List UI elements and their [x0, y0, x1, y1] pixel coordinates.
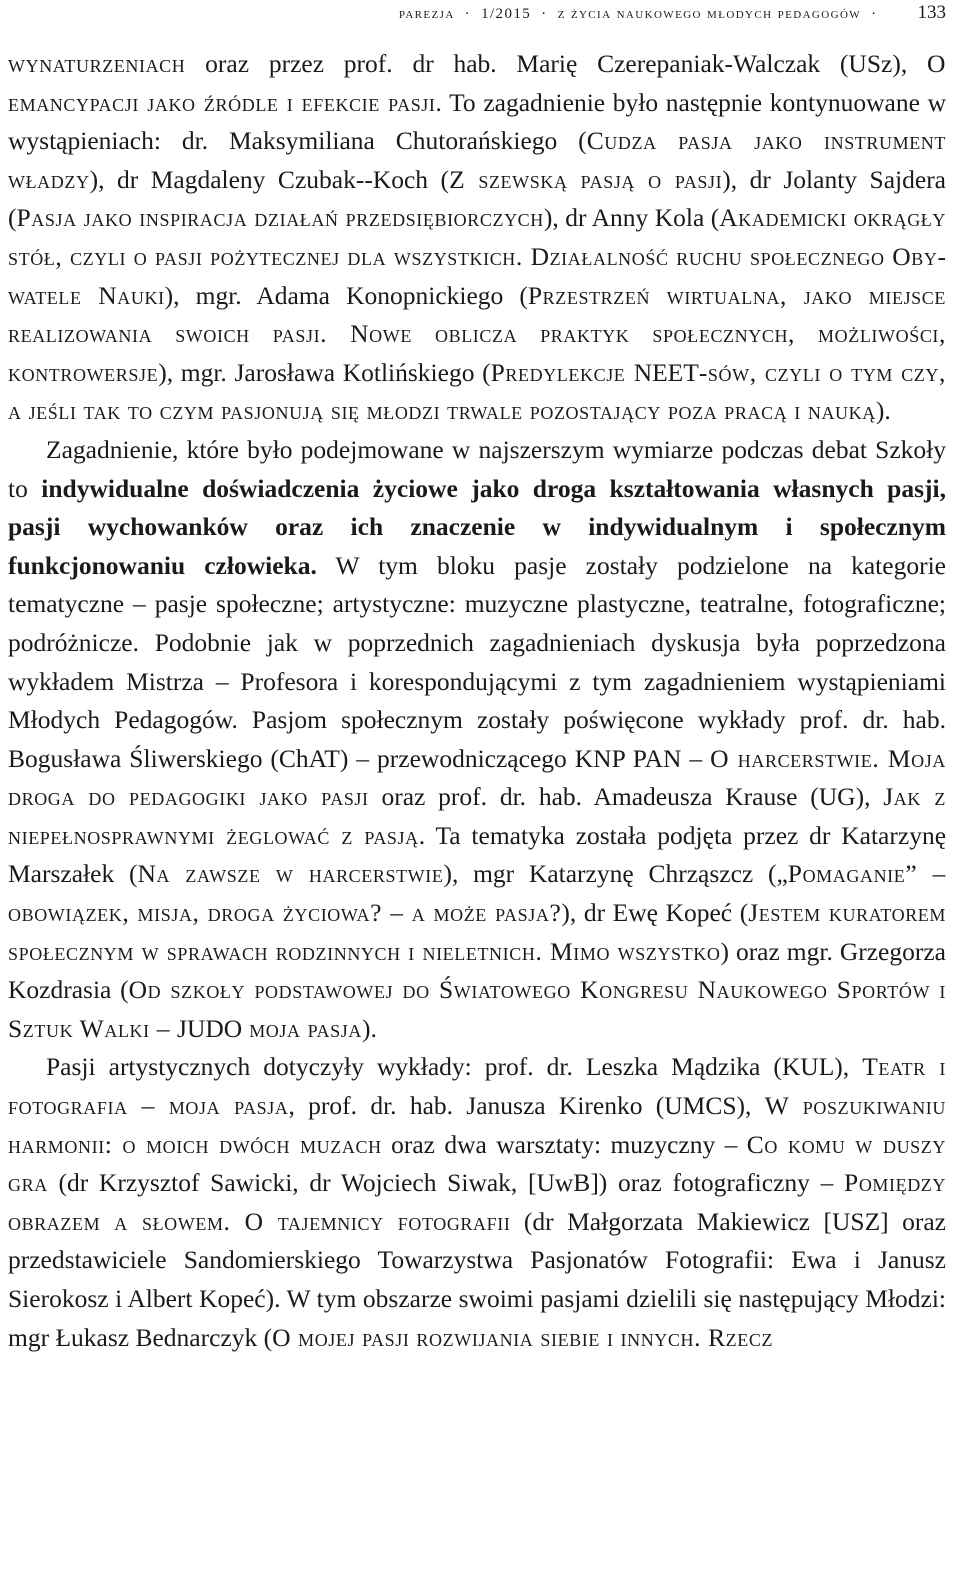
- title-run: O harcerstwie. Moja droga do pedagogiki jako pasji: [8, 743, 946, 812]
- text-run: ), dr Magdaleny Czubak--Koch (: [89, 164, 450, 194]
- text-run: ).: [875, 396, 891, 426]
- header-separator: ·: [464, 6, 472, 22]
- title-run: Co komu w duszy gra: [8, 1129, 946, 1198]
- text-run: ), dr Jolanty Sajdera (: [8, 164, 947, 233]
- title-run: moja pasja: [242, 1013, 362, 1043]
- header-separator: ·: [871, 6, 878, 22]
- text-run: Zagadnienie, które było podejmowane w najszerszym wymiarze podczas debat Szkoły to: [8, 434, 946, 503]
- text-run: ).: [361, 1013, 377, 1043]
- paragraph: [8, 431, 946, 1049]
- text-run: ), dr Ewę Kopeć (: [561, 898, 749, 928]
- text-run: W tym bloku pasje zostały podzielone na kategorie tematyczne – pasje społeczne; artystyczne: muzyczne plastyczne, teatralne, fotograficzne; podróżnicze. Podobnie jak w poprzednich zagadnieniach dyskusja była poprzedzona wykładem Mistrza – Profesora i korespondującymi z tym zagadnieniem wystąpieniami Młodych Pedagogów. Pasjom społecznym zostały poświęcone wykłady prof. dr. hab. Bogusława Śliwerskiego (ChAT) – przewodniczącego KNP PAN –: [8, 550, 946, 773]
- title-run: Cudza pasja jako instrument władzy: [8, 126, 946, 194]
- text-run: , prof. dr. hab. Janusza Kirenko (UMCS),: [288, 1091, 765, 1121]
- title-run: O mojej pasji rozwijania siebie i innych. Rzecz: [272, 1322, 774, 1352]
- title-run: Z szewską pasją o pasji: [449, 164, 723, 194]
- text-run: ) oraz mgr. Grzegorza Kozdrasia (: [8, 936, 946, 1005]
- text-run: oraz przez prof. dr hab. Marię Czerepaniak-Walczak (USz),: [185, 49, 927, 78]
- title-run: Akademicki okrągły stół, czyli o pasji pożytecznej dla wszystkich. Działalność ruchu społecznego Obywatele Nauki: [8, 203, 946, 310]
- paragraph: [8, 1048, 946, 1357]
- text-run: oraz prof. dr. hab. Amadeusza Krause (UG),: [368, 782, 884, 812]
- title-run: Teatr i fotografia – moja pasja: [8, 1052, 946, 1121]
- issue-number: 1/2015: [481, 6, 532, 22]
- text-run: ), mgr. Adama Konopnickiego (: [164, 280, 528, 310]
- title-run: -sów, czyli o tym czy, a jeśli tak to czym pasjonują się młodzi trwale pozostający poza pracą i nauką: [8, 357, 946, 426]
- text-run: (dr Krzysztof Sawicki, dr Wojciech Siwak, [UwB]) oraz fotograficzny –: [47, 1168, 845, 1198]
- title-run: Od szkoły podstawowej do Światowego Kongresu Naukowego Sportów i Sztuk Walki –: [8, 975, 946, 1043]
- title-run: Przestrzeń wirtualna, jako miejsce realizowania swoich pasji. Nowe oblicza praktyk społecznych, możliwości, kontrowersje: [8, 280, 946, 387]
- title-run: W poszukiwaniu harmonii: o moich dwóch muzach: [8, 1091, 946, 1159]
- title-run: Pasja jako inspiracja działań przedsiębiorczych: [16, 203, 544, 233]
- title-run: Jestem kuratorem społecznym w sprawach rodzinnych i nieletnich. Mimo wszystko: [8, 898, 946, 966]
- text-run: ), mgr Katarzynę Chrząszcz („: [443, 859, 788, 889]
- title-run: Predylekcje: [490, 357, 634, 387]
- text-run: JUDO: [177, 1013, 243, 1043]
- text-run: NEET: [633, 357, 699, 387]
- paragraph: [8, 45, 946, 431]
- title-run: Na zawsze w harcerstwie: [137, 859, 444, 889]
- title-run: Pomiędzy obrazem a słowem. O tajemnicy fotografii: [8, 1168, 946, 1236]
- text-run: ), dr Anny Kola (: [543, 203, 720, 233]
- text-run: ), mgr. Jarosława Kotlińskiego (: [158, 357, 491, 387]
- title-run: Pomaganie” – obowiązek, misja, droga życiowa? – a może pasja?: [8, 859, 946, 928]
- page-number: 133: [917, 2, 946, 23]
- section-title: z życia naukowego młodych pedagogów: [557, 6, 862, 22]
- header-separator: ·: [541, 6, 548, 22]
- text-run: . Ta tematyka została podjęta przez dr Katarzynę Marszałek (: [8, 820, 947, 889]
- emphasis-run: indywidualne doświadczenia życiowe jako droga kształtowania własnych pasji, pasji wychowanków oraz ich znaczenie w indywidualnym i społecznym funkcjonowaniu człowieka.: [8, 473, 946, 580]
- text-run: Pasji artystycznych dotyczyły wykłady: prof. dr. Leszka Mądzika (KUL),: [46, 1052, 863, 1082]
- running-head: [8, 0, 946, 38]
- body-text: [8, 45, 946, 1357]
- title-run: wynaturzeniach: [8, 49, 186, 78]
- text-run: (dr Małgorzata Makiewicz [USZ] oraz przedstawiciele Sandomierskiego Towarzystwa Pasjonatów Fotografii: Ewa i Janusz Sierokosz i Albert Kopeć). W tym obszarze swoimi pasjami dzielili się następujący Młodzi: mgr Łukasz Bednarczyk (: [8, 1206, 946, 1352]
- title-run: Jak z niepełnosprawnymi żeglować z pasją: [8, 782, 946, 850]
- title-run: O emancypacji jako źródle i efekcie pasji: [8, 49, 946, 117]
- journal-name: parezja: [398, 6, 455, 22]
- text-run: oraz dwa warsztaty: muzyczny –: [381, 1129, 747, 1159]
- text-run: . To zagadnienie było następnie kontynuowane w wystąpieniach: dr. Maksymiliana Chutorańskiego (: [8, 87, 946, 156]
